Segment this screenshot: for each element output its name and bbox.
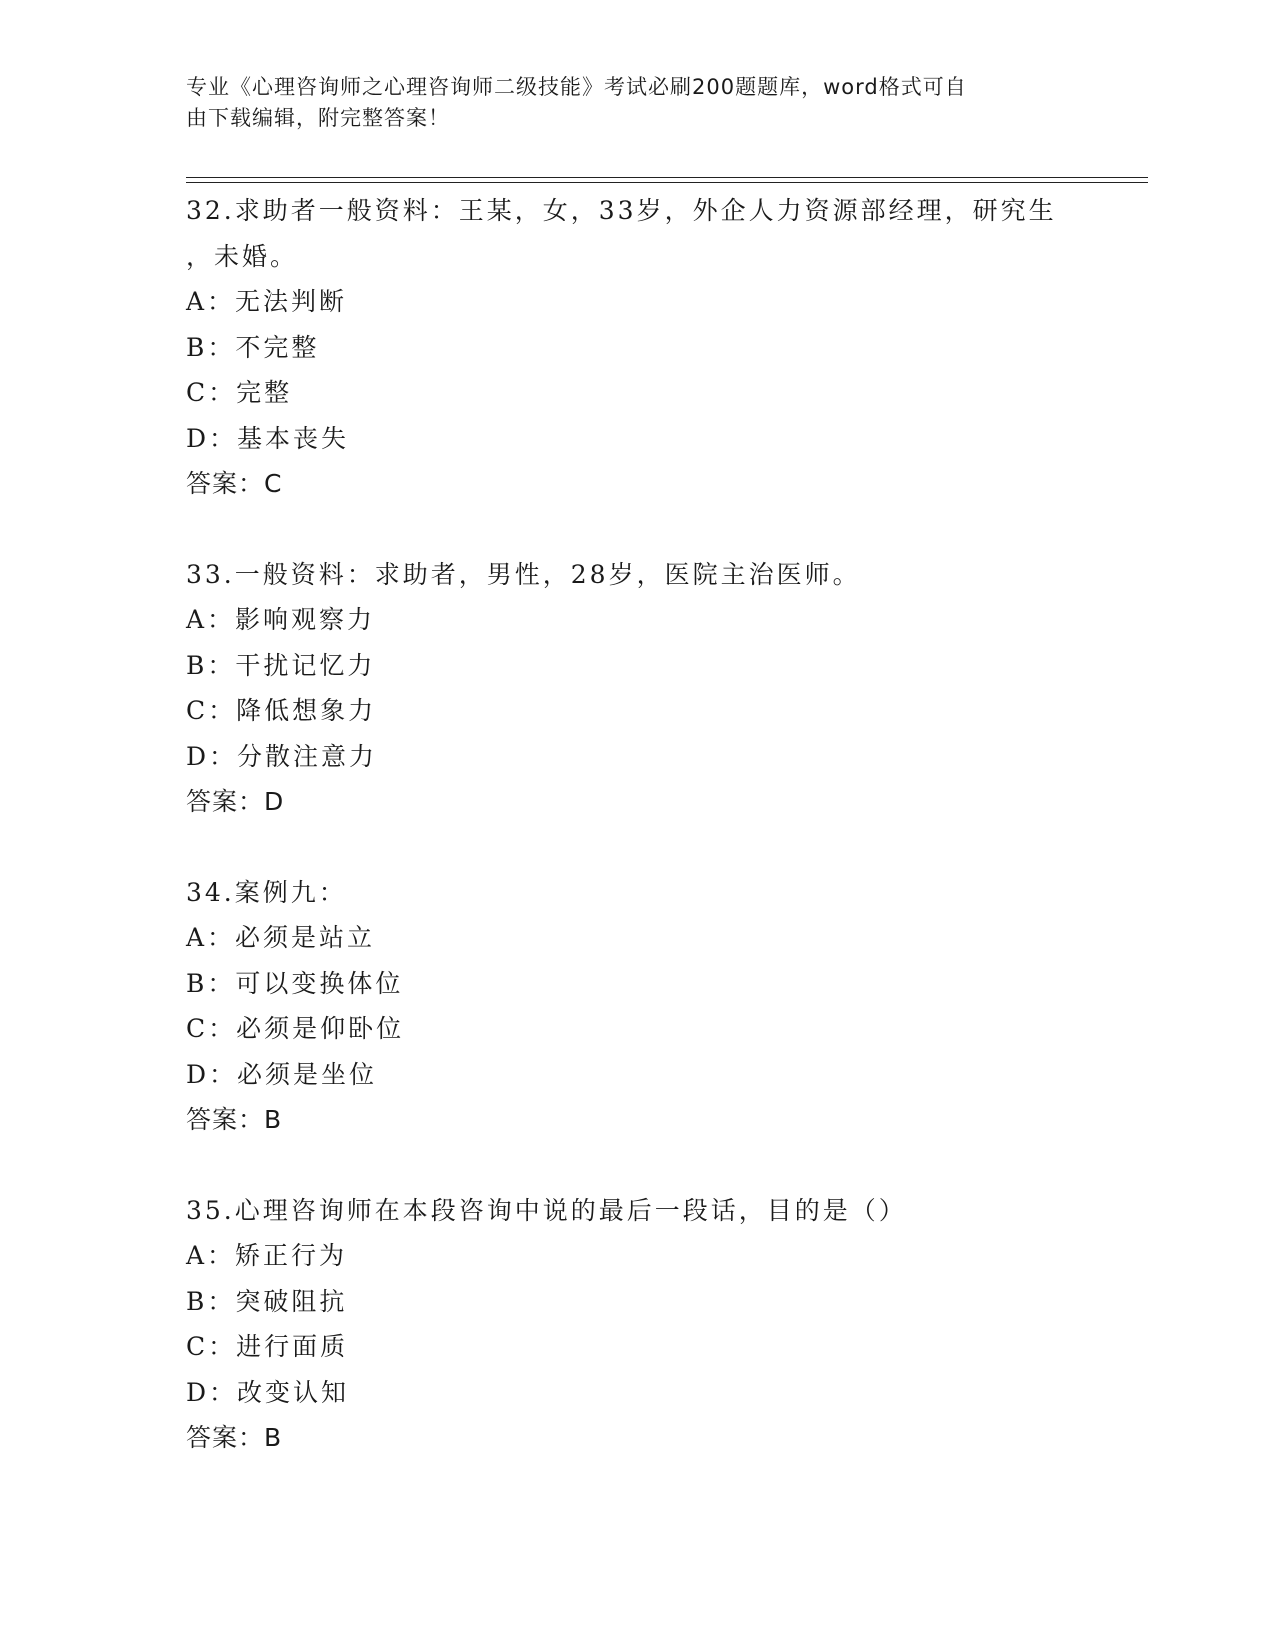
question-32 [186, 188, 1146, 507]
answer-label: 答案：D [186, 787, 285, 816]
option-c: C：完整 [186, 378, 293, 407]
option-a: A：必须是站立 [186, 923, 376, 952]
header-intro-line2: 由下载编辑，附完整答案！ [186, 106, 450, 130]
question-list [186, 188, 1146, 1506]
option-b: B：干扰记忆力 [186, 650, 376, 680]
header-intro [186, 72, 1086, 134]
option-a: A：影响观察力 [186, 605, 376, 634]
option-b: B：可以变换体位 [186, 968, 404, 998]
answer-label: 答案：B [186, 1105, 283, 1134]
answer-label: 答案：B [186, 1423, 283, 1452]
question-title: 35.心理咨询师在本段咨询中说的最后一段话，目的是（） [186, 1195, 907, 1225]
option-d: D：分散注意力 [186, 741, 378, 771]
question-title: 32.求助者一般资料：王某，女，33岁，外企人力资源部经理，研究生 [186, 196, 1057, 225]
header-divider-bottom [186, 182, 1148, 183]
option-d: D：必须是坐位 [186, 1059, 378, 1089]
option-d: D：基本丧失 [186, 423, 350, 453]
option-c: C：必须是仰卧位 [186, 1014, 405, 1043]
option-b: B：突破阻抗 [186, 1286, 348, 1316]
question-34 [186, 870, 1146, 1143]
option-b: B：不完整 [186, 332, 320, 362]
option-d: D：改变认知 [186, 1377, 350, 1407]
option-a: A：无法判断 [186, 287, 348, 316]
question-35 [186, 1188, 1146, 1461]
option-c: C：进行面质 [186, 1332, 349, 1361]
question-title: 33.一般资料：求助者，男性，28岁，医院主治医师。 [186, 559, 861, 589]
option-a: A：矫正行为 [186, 1241, 348, 1270]
header-divider-top [186, 177, 1148, 178]
option-c: C：降低想象力 [186, 696, 377, 725]
header-intro-line1: 专业《心理咨询师之心理咨询师二级技能》考试必刷200题题库，word格式可自 [186, 75, 967, 99]
answer-label: 答案：C [186, 469, 283, 498]
question-33 [186, 552, 1146, 825]
question-title-continuation: ，未婚。 [186, 241, 299, 271]
question-title: 34.案例九： [186, 877, 347, 907]
